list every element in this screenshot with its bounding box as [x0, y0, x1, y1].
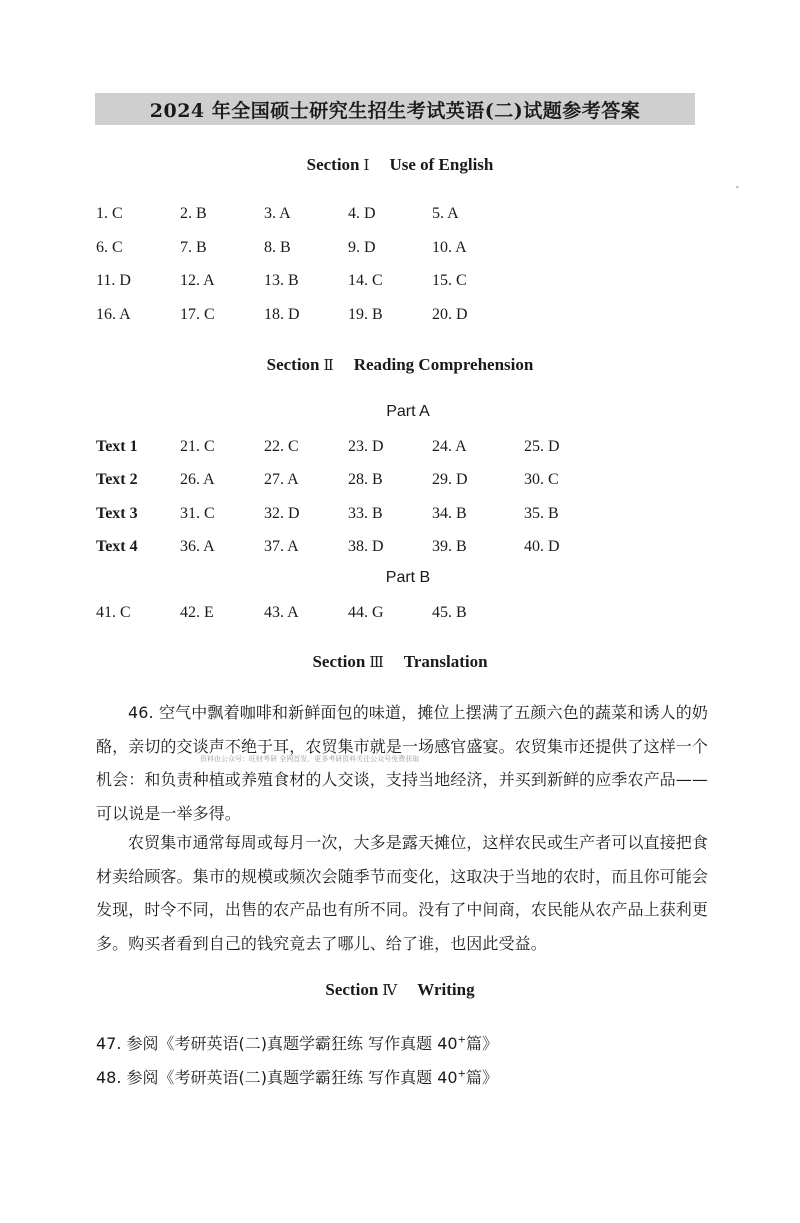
- answer-cell: 2. B: [180, 205, 207, 222]
- writing-reference-48: [96, 1065, 498, 1088]
- answer-cell: 43. A: [264, 604, 299, 621]
- ref-48-sup: +: [457, 1068, 466, 1080]
- answer-cell: 18. D: [264, 306, 300, 323]
- answer-cell: 15. C: [432, 272, 467, 289]
- section-1-label: Section: [306, 155, 360, 174]
- text-label: Text 2: [96, 471, 138, 488]
- part-b-heading: Part B: [385, 569, 431, 586]
- answer-cell: 20. D: [432, 306, 468, 323]
- section-1-roman: Ⅰ: [363, 158, 370, 174]
- answer-cell: 39. B: [432, 538, 467, 555]
- answer-cell: 12. A: [180, 272, 215, 289]
- answer-cell: 28. B: [348, 471, 383, 488]
- section-2-roman: Ⅱ: [323, 358, 334, 374]
- answer-cell: 30. C: [524, 471, 559, 488]
- answer-cell: 19. B: [348, 306, 383, 323]
- corner-mark: ᵛ: [736, 184, 739, 193]
- translation-paragraph-2: 农贸集市通常每周或每月一次，大多是露天摊位，这样农民或生产者可以直接把食材卖给顾客。集市的规模或频次会随季节而变化，这取决于当地的农时，而且你可能会发现，时令不同，出售的农产品也有所不同。没有了中间商，农民能从农产品上获利更多。购买者看到自己的钱究竟去了哪儿、给了谁，也因此受益。: [96, 833, 708, 953]
- section-4-name: Writing: [417, 980, 475, 999]
- section-2-heading: [0, 355, 800, 375]
- answer-cell: 24. A: [432, 438, 467, 455]
- answer-cell: 3. A: [264, 205, 291, 222]
- answer-cell: 34. B: [432, 505, 467, 522]
- text-label: Text 3: [96, 505, 138, 522]
- answer-cell: 14. C: [348, 272, 383, 289]
- section-1-name: Use of English: [389, 155, 494, 174]
- answer-cell: 9. D: [348, 239, 376, 256]
- answer-cell: 36. A: [180, 538, 215, 555]
- ref-47-prefix: 47. 参阅《考研英语(二)真题学霸狂练 写作真题 40: [96, 1034, 458, 1053]
- translation-paragraph-1: 46. 空气中飘着咖啡和新鲜面包的味道，摊位上摆满了五颜六色的蔬菜和诱人的奶酪，亲切的交谈声不绝于耳，农贸集市就是一场感官盛宴。农贸集市还提供了这样一个机会：和负责种植或养殖食材的人交谈，支持当地经济，并买到新鲜的应季农产品——可以说是一举多得。: [96, 703, 708, 823]
- answer-cell: 10. A: [432, 239, 467, 256]
- answer-cell: 31. C: [180, 505, 215, 522]
- answer-cell: 7. B: [180, 239, 207, 256]
- answer-cell: 27. A: [264, 471, 299, 488]
- part-a-heading: Part A: [386, 403, 430, 420]
- ref-48-suffix: 篇》: [465, 1068, 498, 1087]
- answer-cell: 4. D: [348, 205, 376, 222]
- answer-cell: 21. C: [180, 438, 215, 455]
- answer-cell: 41. C: [96, 604, 131, 621]
- answer-cell: 25. D: [524, 438, 560, 455]
- answer-cell: 26. A: [180, 471, 215, 488]
- text-label: Text 4: [96, 538, 138, 555]
- answer-cell: 11. D: [96, 272, 131, 289]
- answer-cell: 1. C: [96, 205, 123, 222]
- ref-47-suffix: 篇》: [465, 1034, 498, 1053]
- section-3-heading: [0, 652, 800, 672]
- answer-cell: 38. D: [348, 538, 384, 555]
- answer-cell: 44. G: [348, 604, 384, 621]
- watermark-text: 资料由公众号：旺财考研 全网首发，更多考研资料关注公众号免费获取: [200, 755, 420, 763]
- section-4-label: Section: [325, 980, 379, 999]
- page-title-text: 2024 年全国硕士研究生招生考试英语(二)试题参考答案: [149, 99, 641, 122]
- section-3-roman: Ⅲ: [369, 655, 384, 671]
- ref-48-prefix: 48. 参阅《考研英语(二)真题学霸狂练 写作真题 40: [96, 1068, 458, 1087]
- answer-cell: 32. D: [264, 505, 300, 522]
- section-2-name: Reading Comprehension: [353, 355, 534, 374]
- answer-cell: 17. C: [180, 306, 215, 323]
- answer-cell: 5. A: [432, 205, 459, 222]
- section-2-label: Section: [266, 355, 320, 374]
- answer-cell: 45. B: [432, 604, 467, 621]
- answer-cell: 13. B: [264, 272, 299, 289]
- answer-cell: 22. C: [264, 438, 299, 455]
- ref-47-sup: +: [457, 1034, 466, 1046]
- answer-cell: 35. B: [524, 505, 559, 522]
- section-4-heading: [0, 980, 800, 1000]
- writing-reference-47: [96, 1031, 498, 1054]
- answer-cell: 29. D: [432, 471, 468, 488]
- section-3-label: Section: [312, 652, 366, 671]
- section-3-name: Translation: [403, 652, 488, 671]
- text-label: Text 1: [96, 438, 138, 455]
- answer-cell: 40. D: [524, 538, 560, 555]
- answer-cell: 6. C: [96, 239, 123, 256]
- answer-cell: 16. A: [96, 306, 131, 323]
- section-4-roman: Ⅳ: [382, 983, 398, 999]
- page-title: [95, 93, 695, 125]
- answer-cell: 33. B: [348, 505, 383, 522]
- answer-cell: 23. D: [348, 438, 384, 455]
- answer-cell: 42. E: [180, 604, 214, 621]
- answer-cell: 37. A: [264, 538, 299, 555]
- section-1-heading: [0, 155, 800, 175]
- answer-cell: 8. B: [264, 239, 291, 256]
